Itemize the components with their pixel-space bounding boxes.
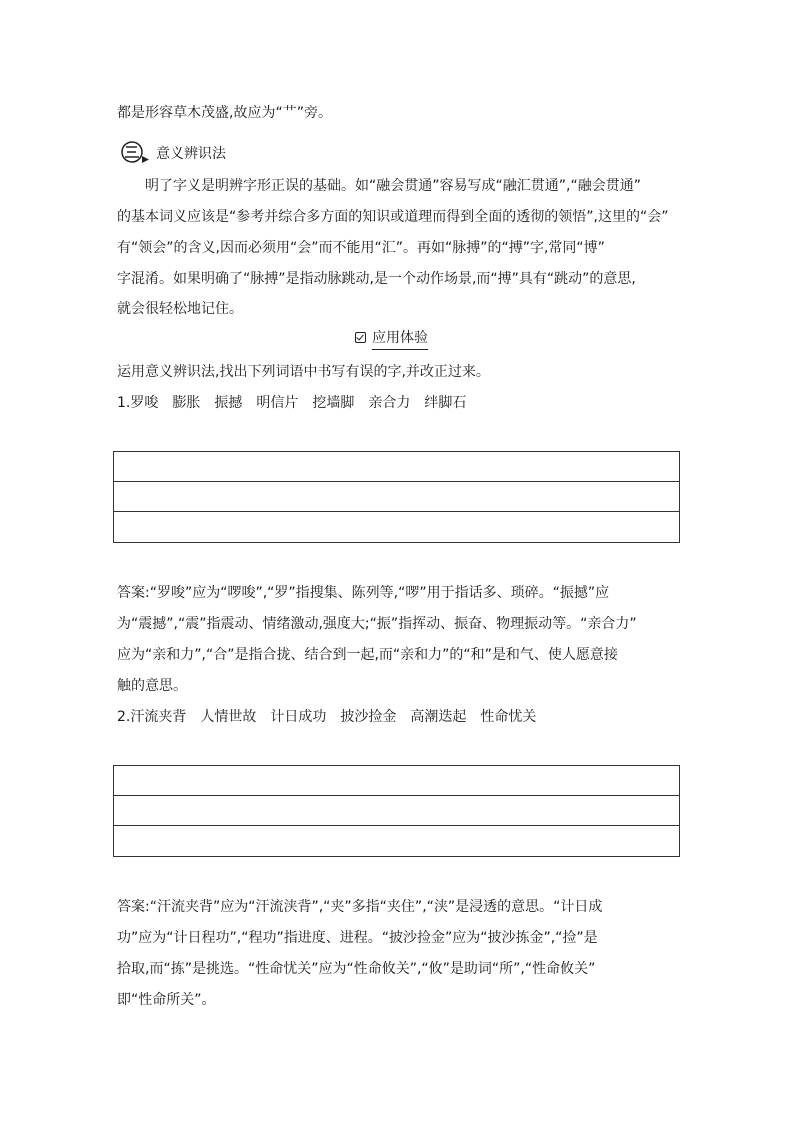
answer-text-2: 答案:“汗流夹背”应为“汗流浃背”,“夹”多指“夹住”,“浃”是浸透的意思。“计日成 xyxy=(117,899,603,915)
checkbox-icon xyxy=(355,332,366,343)
intro-line: 都是形容草木茂盛,故应为“艹”旁。 xyxy=(117,105,332,121)
answer-text-2: 拾取,而“拣”是挑选。“性命忧关”应为“性命攸关”,“攸”是助词“所”,“性命攸关” xyxy=(117,961,596,977)
answer-box-1 xyxy=(113,451,680,543)
paragraph-line: 就会很轻松地记住。 xyxy=(117,301,243,317)
answer-text-2: 即“性命所关”。 xyxy=(117,992,216,1008)
answer-text-1: 为“震撼”,“震”指震动、情绪激动,强度大;“振”指挥动、振奋、物理振动等。“亲合力” xyxy=(117,616,637,632)
answer-line[interactable] xyxy=(114,796,679,826)
answer-line[interactable] xyxy=(114,827,679,857)
subsection-title: 应用体验 xyxy=(372,328,428,350)
answer-line[interactable] xyxy=(114,513,679,543)
paragraph-line: 的基本词义应该是“参考并综合多方面的知识或道理而得到全面的透彻的领悟”,这里的“会” xyxy=(117,209,669,225)
paragraph-line: 有“领会”的含义,因而必须用“会”而不能用“汇”。再如“脉搏”的“搏”字,常同“博” xyxy=(117,240,605,256)
answer-text-2: 功”应为“计日程功”,“程功”指进度、进程。“披沙捡金”应为“披沙拣金”,“捡”是 xyxy=(117,930,598,946)
answer-text-1: 答案:“罗唆”应为“啰唆”,“罗”指搜集、陈列等,“啰”用于指话多、琐碎。“振撼”应 xyxy=(117,585,610,601)
answer-text-1: 触的意思。 xyxy=(117,678,187,694)
paragraph-line: 字混淆。如果明确了“脉搏”是指动脉跳动,是一个动作场景,而“搏”具有“跳动”的意思, xyxy=(117,271,636,287)
question-1: 1.罗唆 膨胀 振撼 明信片 挖墙脚 亲合力 绊脚石 xyxy=(117,395,467,411)
section-title: 意义辨识法 xyxy=(156,146,226,162)
subsection-heading xyxy=(355,328,475,350)
answer-text-1: 应为“亲和力”,“合”是指合拢、结合到一起,而“亲和力”的“和”是和气、使人愿意接 xyxy=(117,647,618,663)
question-2: 2.汗流夹背 人情世故 计日成功 披沙捡金 高潮迭起 性命忧关 xyxy=(117,709,537,725)
answer-line[interactable] xyxy=(114,766,679,796)
numeral-three-arrow-icon xyxy=(120,140,150,166)
answer-line[interactable] xyxy=(114,452,679,482)
answer-box-2 xyxy=(113,765,680,857)
instruction-text: 运用意义辨识法,找出下列词语中书写有误的字,并改正过来。 xyxy=(117,364,490,380)
paragraph-line: 明了字义是明辨字形正误的基础。如“融会贯通”容易写成“融汇贯通”,“融会贯通” xyxy=(145,178,641,194)
answer-line[interactable] xyxy=(114,482,679,512)
